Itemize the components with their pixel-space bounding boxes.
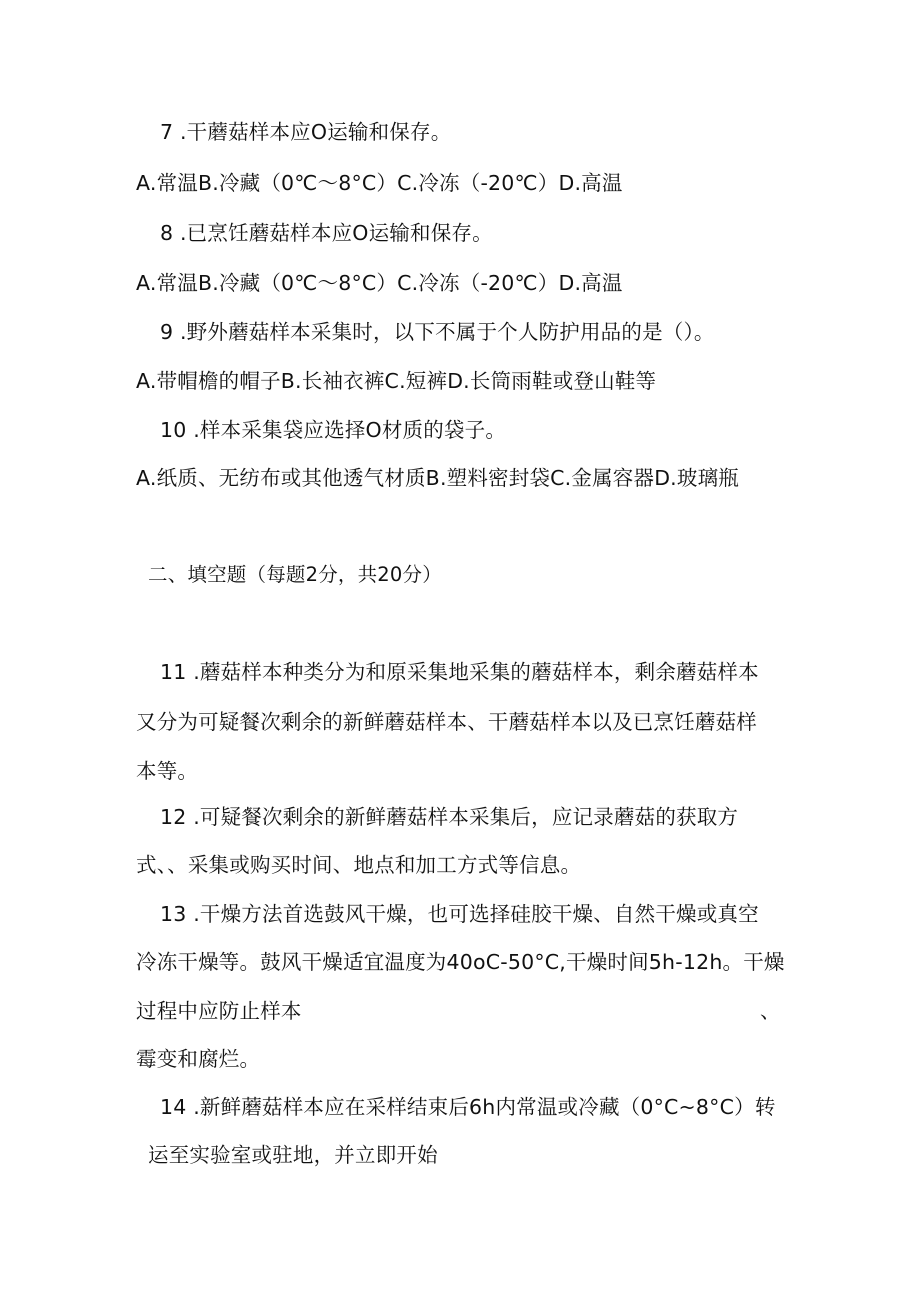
q13-line3: 过程中应防止样本 bbox=[136, 999, 302, 1023]
q12-line1: 12 .可疑餐次剩余的新鲜蘑菇样本采集后，应记录蘑菇的获取方 bbox=[160, 805, 739, 829]
section-title-fill-in: 二、填空题（每题2分，共20分） bbox=[148, 563, 442, 586]
q10-options: A.纸质、无纺布或其他透气材质B.塑料密封袋C.金属容器D.玻璃瓶 bbox=[136, 466, 739, 490]
q14-line1: 14 .新鲜蘑菇样本应在采样结束后6h内常温或冷藏（0°C~8°C）转 bbox=[160, 1095, 776, 1119]
q13-line4: 霉变和腐烂。 bbox=[136, 1047, 261, 1071]
q11-line1: 11 .蘑菇样本种类分为和原采集地采集的蘑菇样本，剩余蘑菇样本 bbox=[160, 660, 759, 684]
q7-stem: 7 .干蘑菇样本应O运输和保存。 bbox=[160, 120, 452, 144]
q9-options: A.带帽檐的帽子B.长袖衣裤C.短裤D.长筒雨鞋或登山鞋等 bbox=[136, 369, 657, 393]
q13-line2: 冷冻干燥等。鼓风干燥适宜温度为40oC-50°C,干燥时间5h-12h。干燥 bbox=[136, 950, 785, 974]
q7-options: A.常温B.冷藏（0℃～8°C）C.冷冻（-20℃）D.高温 bbox=[136, 171, 623, 195]
q8-stem: 8 .已烹饪蘑菇样本应O运输和保存。 bbox=[160, 221, 493, 245]
q13-line3-end-mark: 、 bbox=[760, 999, 781, 1023]
q11-line3: 本等。 bbox=[136, 759, 199, 783]
q13-line1: 13 .干燥方法首选鼓风干燥，也可选择硅胶干燥、自然干燥或真空 bbox=[160, 902, 759, 926]
q8-options: A.常温B.冷藏（0℃～8°C）C.冷冻（-20℃）D.高温 bbox=[136, 271, 623, 295]
q9-stem: 9 .野外蘑菇样本采集时，以下不属于个人防护用品的是（）。 bbox=[160, 320, 715, 344]
q12-line2: 式、、采集或购买时间、地点和加工方式等信息。 bbox=[136, 853, 582, 877]
q10-stem: 10 .样本采集袋应选择O材质的袋子。 bbox=[160, 418, 507, 442]
q11-line2: 又分为可疑餐次剩余的新鲜蘑菇样本、干蘑菇样本以及已烹饪蘑菇样 bbox=[136, 710, 757, 734]
q14-line2: 运至实验室或驻地，并立即开始 bbox=[148, 1143, 438, 1167]
